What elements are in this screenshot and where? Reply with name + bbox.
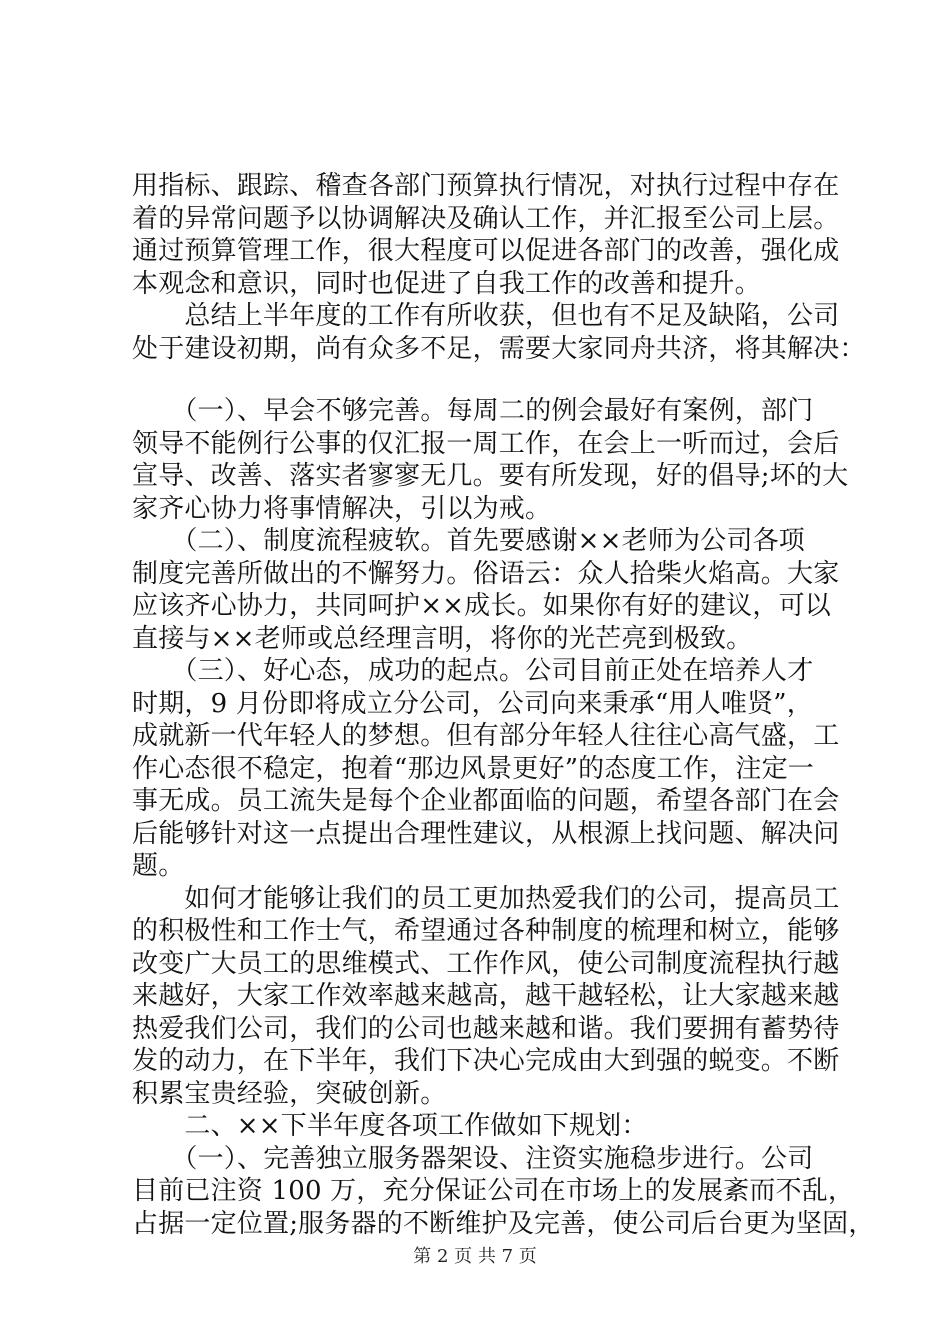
text-line: 总结上半年度的工作有所收获，但也有不足及缺陷，公司 xyxy=(132,301,840,331)
text-line: 后能够针对这一点提出合理性建议，从根源上找问题、解决问 xyxy=(132,818,840,849)
text-line: 领导不能例行公事的仅汇报一周工作，在会上一听而过，会后 xyxy=(132,428,840,459)
text-line: 二、××下半年度各项工作做如下规划： xyxy=(132,1111,648,1141)
text-line: （一）、早会不够完善。每周二的例会最好有案例，部门 xyxy=(132,396,814,426)
text-line: 着的异常问题予以协调解决及确认工作，并汇报至公司上层。 xyxy=(132,203,840,234)
text-line: 通过预算管理工作，很大程度可以促进各部门的改善，强化成 xyxy=(132,236,840,266)
text-line: （二）、制度流程疲软。首先要感谢××老师为公司各项 xyxy=(132,526,805,556)
text-line: 直接与××老师或总经理言明，将你的光芒亮到极致。 xyxy=(132,623,753,654)
text-line: 家齐心协力将事情解决，引以为戒。 xyxy=(132,493,552,524)
text-line: 热爱我们公司，我们的公司也越来越和谐。我们要拥有蓄势待 xyxy=(132,1013,840,1044)
text-line: 应该齐心协力，共同呵护××成长。如果你有好的建议，可以 xyxy=(132,591,831,621)
text-line: 的积极性和工作士气，希望通过各种制度的梳理和树立，能够 xyxy=(132,916,840,946)
text-line: 事无成。员工流失是每个企业都面临的问题，希望各部门在会 xyxy=(132,786,840,816)
text-line: 用指标、跟踪、稽查各部门预算执行情况，对执行过程中存在 xyxy=(132,171,840,201)
page-number-footer: 第 2 页 共 7 页 xyxy=(413,1246,537,1267)
text-line: 如何才能够让我们的员工更加热爱我们的公司，提高员工 xyxy=(132,883,840,914)
text-line: 题。 xyxy=(132,851,185,881)
text-line: 积累宝贵经验，突破创新。 xyxy=(132,1078,447,1109)
text-line: 本观念和意识，同时也促进了自我工作的改善和提升。 xyxy=(132,268,761,299)
text-line: 作心态很不稳定，抱着“那边风景更好”的态度工作，注定一 xyxy=(132,753,814,784)
text-line: 改变广大员工的思维模式、工作作风，使公司制度流程执行越 xyxy=(132,948,840,979)
text-line: 目前已注资 100 万，充分保证公司在市场上的发展紊而不乱， xyxy=(132,1176,855,1206)
text-line: 宣导、改善、落实者寥寥无几。要有所发现，好的倡导;坏的大 xyxy=(132,461,849,491)
text-line: （一）、完善独立服务器架设、注资实施稳步进行。公司 xyxy=(132,1143,814,1174)
document-body xyxy=(132,170,875,1240)
text-line: （三）、好心态，成功的起点。公司目前正处在培养人才 xyxy=(132,656,814,686)
text-line: 时期，9 月份即将成立分公司，公司向来秉承“用人唯贤”， xyxy=(132,688,813,719)
text-line: 占据一定位置;服务器的不断维护及完善，使公司后台更为坚固， xyxy=(132,1208,875,1239)
text-line: 来越好，大家工作效率越来越高，越干越轻松，让大家越来越 xyxy=(132,981,840,1011)
text-line: 制度完善所做出的不懈努力。俗语云：众人拾柴火焰高。大家 xyxy=(132,558,840,589)
text-line: 处于建设初期，尚有众多不足，需要大家同舟共济，将其解决： xyxy=(132,333,866,364)
text-line: 发的动力，在下半年，我们下决心完成由大到强的蜕变。不断 xyxy=(132,1046,840,1076)
text-line: 成就新一代年轻人的梦想。但有部分年轻人往往心高气盛，工 xyxy=(132,721,840,751)
paragraph-gap xyxy=(132,365,832,395)
